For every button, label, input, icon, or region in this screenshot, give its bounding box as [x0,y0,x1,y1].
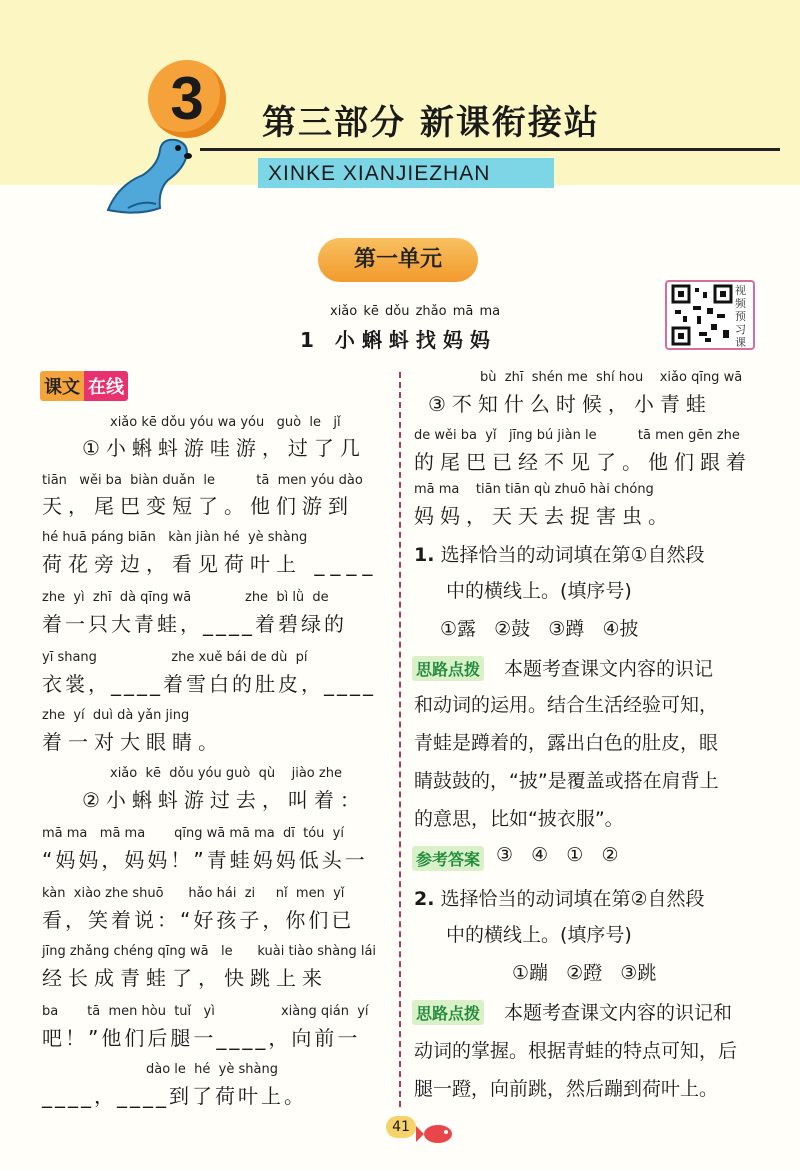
qr-code[interactable] [665,280,755,350]
section-badge [40,371,128,401]
question-2-text: 选择恰当的动词填在第②自然段 [440,888,705,910]
question-1-number: 1. [414,544,435,566]
left-pinyin-1: xiǎo kē dǒu yóu wa yóu guò le jǐ [110,415,341,430]
question-2-line2: 中的横线上。(填序号) [446,924,632,946]
left-pinyin-9: kàn xiào zhe shuō hǎo hái zi nǐ men yǐ [42,886,345,901]
left-text-3: 荷花旁边，看见荷叶上 ____ [42,552,379,576]
hint-1-line2: 和动词的运用。结合生活经验可知， [414,694,719,716]
subtitle: XINKE XIANJIEZHAN [268,162,491,185]
left-text-10: 经长成青蛙了，快跳上来 [42,966,328,990]
left-text-11: 吧！”他们后腿一____，向前一 [42,1026,361,1050]
left-pinyin-8: mā ma mā ma qīng wā mā ma dī tóu yí [42,826,344,841]
hint-2-tag: 思路点拨 [412,1000,484,1025]
left-pinyin-2: tiān wěi ba biàn duǎn le tā men yóu dào [42,473,363,488]
hint-1-tag: 思路点拨 [412,656,484,681]
section-badge-part2: 在线 [84,371,128,401]
page-number: 41 [386,1116,416,1138]
lesson-pinyin: xiǎo kē dǒu zhǎo mā ma [330,304,501,319]
lesson-title: 1 小蝌蚪找妈妈 [300,328,497,352]
left-pinyin-5: yī shang zhe xuě bái de dù pí [42,650,308,665]
question-2-number: 2. [414,888,435,910]
left-text-2: 天，尾巴变短了。他们游到 [42,494,354,518]
hint-2-line1: 本题考查课文内容的识记和 [504,1002,733,1024]
left-text-9: 看，笑着说：“好孩子，你们已 [42,908,355,932]
question-1-options: ①露 ②鼓 ③蹲 ④披 [440,618,639,640]
left-text-7: ②小蝌蚪游过去，叫着： [82,788,366,812]
section-badge-part1: 课文 [40,371,84,401]
left-pinyin-7: xiǎo kē dǒu yóu guò qù jiào zhe [110,766,342,781]
left-text-4: 着一只大青蛙，____着碧绿的 [42,612,347,636]
right-text-3: 妈妈，天天去捉害虫。 [414,504,674,528]
left-pinyin-4: zhe yì zhī dà qīng wā zhe bì lǜ de [42,590,329,605]
right-pinyin-3: mā ma tiān tiān qù zhuō hài chóng [414,482,654,497]
left-text-12: ____，____到了荷叶上。 [42,1084,307,1108]
left-pinyin-11: ba tā men hòu tuǐ yì xiàng qián yí [42,1004,369,1019]
header-rule [200,148,780,151]
hint-1-line5: 的意思，比如“披衣服”。 [414,808,624,830]
question-1-line1 [414,540,705,567]
column-divider [399,372,401,1107]
hint-2-line3: 腿一蹬，向前跳，然后蹦到荷叶上。 [414,1078,719,1100]
hint-2-line2: 动词的掌握。根据青蛙的特点可知，后 [414,1040,738,1062]
right-text-2: 的尾巴已经不见了。他们跟着 [414,450,752,474]
fish-icon [416,1122,456,1146]
answer-1-tag: 参考答案 [412,846,484,871]
question-1-line2: 中的横线上。(填序号) [446,580,632,602]
unit-label: 第一单元 [318,238,478,282]
question-2-line1 [414,884,705,911]
right-text-1: ③不知什么时候，小青蛙 [428,392,712,416]
right-pinyin-2: de wěi ba yǐ jīng bú jiàn le tā men gēn zhe [414,428,740,443]
answer-1-text: ③ ④ ① ② [496,844,619,866]
part-number-badge [148,60,226,138]
hint-1-line1: 本题考查课文内容的识记 [504,658,714,680]
left-pinyin-6: zhe yí duì dà yǎn jing [42,708,190,723]
seal-mascot-icon [98,130,198,220]
left-text-8: “妈妈，妈妈！”青蛙妈妈低头一 [42,848,368,872]
hint-1-line3: 青蛙是蹲着的，露出白色的肚皮，眼 [414,732,719,754]
left-text-5: 衣裳，____着雪白的肚皮，____ [42,672,376,696]
left-pinyin-10: jīng zhǎng chéng qīng wā le kuài tiào shàng lái [42,944,377,959]
hint-1-line4: 睛鼓鼓的，“披”是覆盖或搭在肩背上 [414,770,719,792]
question-2-options: ①蹦 ②蹬 ③跳 [512,962,657,984]
part-number: 3 [170,65,204,132]
question-1-text: 选择恰当的动词填在第①自然段 [440,544,705,566]
qr-label: 视频预习课 [735,284,746,349]
right-pinyin-1: bù zhī shén me shí hou xiǎo qīng wā [480,370,743,385]
part-title: 第三部分 新课衔接站 [262,103,600,143]
left-pinyin-12: dào le hé yè shàng [146,1062,278,1077]
left-text-6: 着一对大眼睛。 [42,730,224,754]
left-pinyin-3: hé huā páng biān kàn jiàn hé yè shàng [42,530,308,545]
qr-code-icon [671,284,733,346]
left-text-1: ①小蝌蚪游哇游，过了几 [82,436,366,460]
